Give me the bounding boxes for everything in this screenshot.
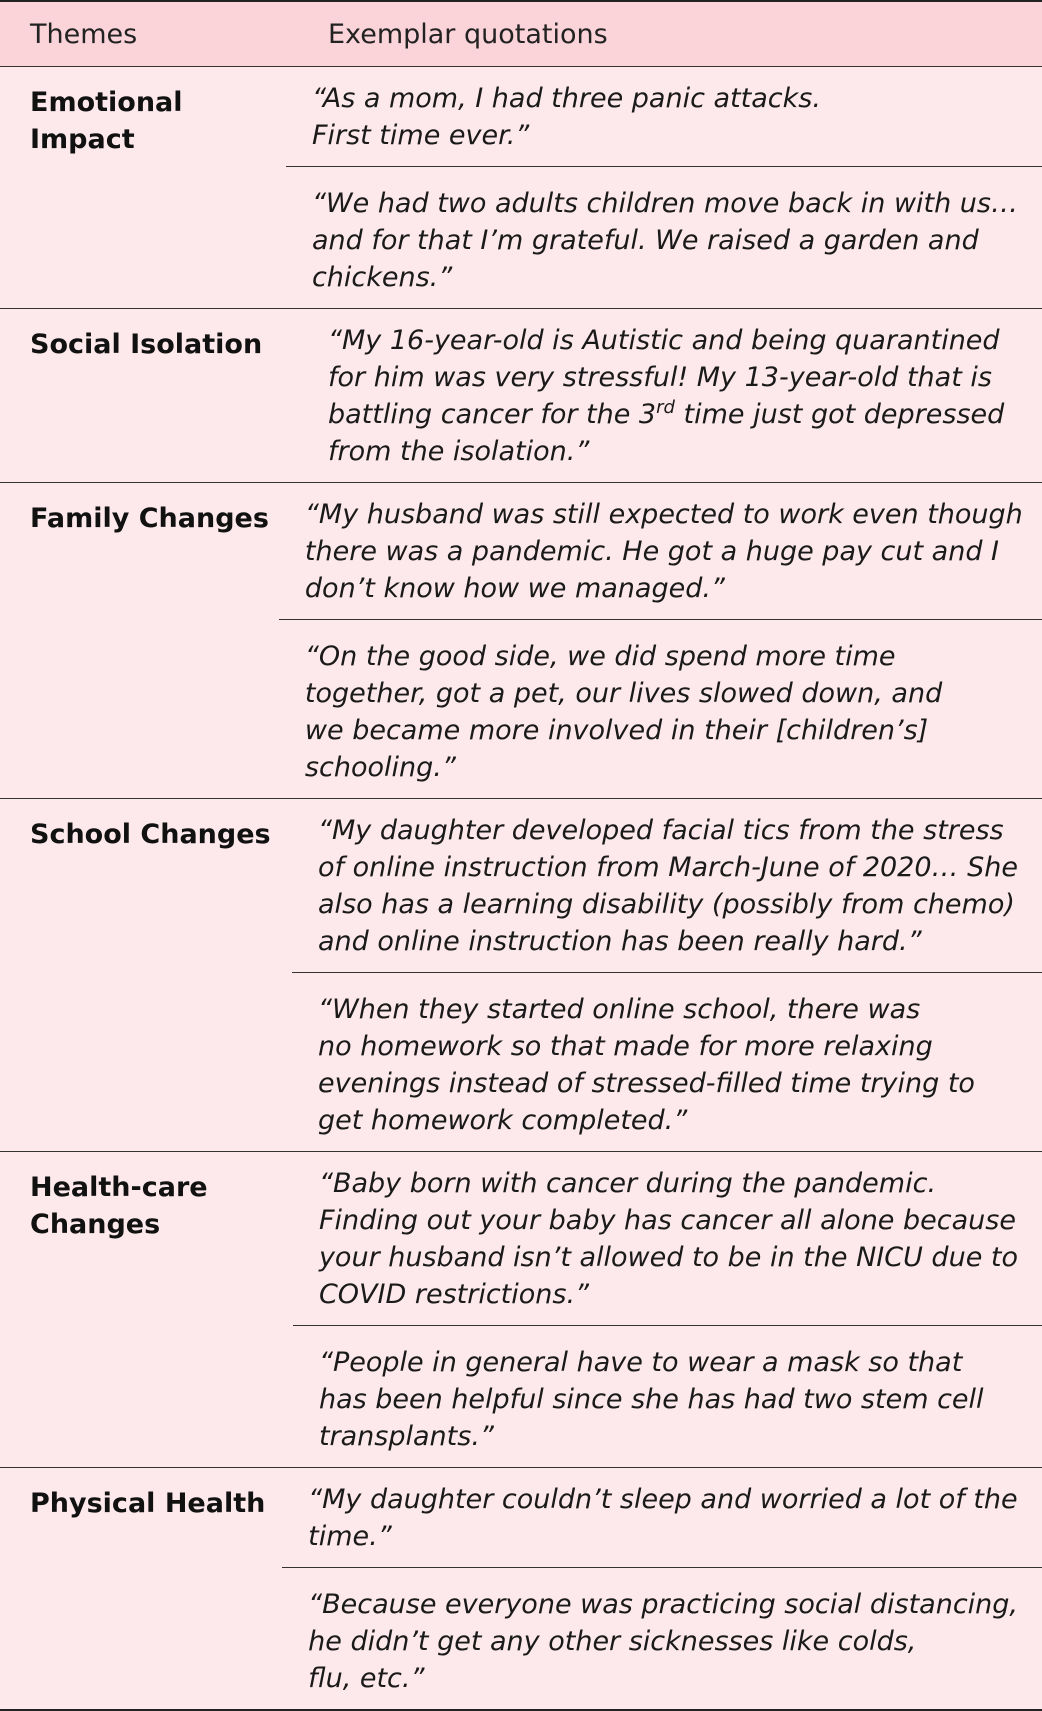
text-line: “People in general have to wear a mask so that xyxy=(318,1347,963,1378)
text-line: “Because everyone was practicing social distancing, xyxy=(308,1589,1018,1620)
text-line: of online instruction from March-June of 2020… She xyxy=(318,852,1018,883)
quotation xyxy=(293,1325,1042,1467)
quotation xyxy=(279,483,1042,619)
table-row xyxy=(0,67,1042,309)
text-line: “Baby born with cancer during the pandemic. xyxy=(318,1168,937,1199)
quotes-cell xyxy=(302,309,1042,482)
text-line: together, got a pet, our lives slowed down, and xyxy=(304,678,943,709)
text-line: evenings instead of stressed-filled time trying to xyxy=(318,1068,975,1099)
text-line: transplants.” xyxy=(318,1421,494,1452)
text-line: “As a mom, I had three panic attacks. xyxy=(311,83,821,114)
theme-label xyxy=(0,309,302,482)
text-line: “My 16-year-old is Autistic and being quarantined xyxy=(328,325,1000,356)
quotation xyxy=(302,309,1042,482)
text-line: Health-care xyxy=(30,1172,208,1203)
table-header xyxy=(0,2,1042,67)
theme-label xyxy=(0,483,279,798)
quotes-cell xyxy=(293,1152,1042,1467)
text-line: Family Changes xyxy=(30,503,269,534)
text-line: get homework completed.” xyxy=(318,1105,688,1136)
text-line: “My daughter couldn’t sleep and worried a lot of the xyxy=(308,1484,1018,1515)
text-line: schooling.” xyxy=(304,752,456,783)
table-body xyxy=(0,67,1042,1709)
text-line: also has a learning disability (possibly from chemo) xyxy=(318,889,1015,920)
quotation xyxy=(279,619,1042,798)
header-themes: Themes xyxy=(30,18,138,50)
quotes-cell xyxy=(286,67,1042,308)
theme-label xyxy=(0,1468,282,1709)
quotes-cell xyxy=(292,799,1042,1151)
text-line: from the isolation.” xyxy=(328,436,590,467)
text-line: “My daughter developed facial tics from the stress xyxy=(318,815,1004,846)
text-line: has been helpful since she has had two stem cell xyxy=(318,1384,984,1415)
text-line: First time ever.” xyxy=(311,120,530,151)
text-line: we became more involved in their [children’s] xyxy=(304,715,929,746)
table-row xyxy=(0,309,1042,483)
quotation xyxy=(286,166,1042,308)
table-row xyxy=(0,1468,1042,1709)
text-line: battling cancer for the 3rd time just got depressed xyxy=(328,397,1005,430)
text-line: Impact xyxy=(30,124,135,155)
text-line: time.” xyxy=(308,1521,392,1552)
theme-label xyxy=(0,1152,293,1467)
text-line: don’t know how we managed.” xyxy=(304,573,725,604)
quotes-cell xyxy=(279,483,1042,798)
text-line: School Changes xyxy=(30,819,271,850)
text-line: Physical Health xyxy=(30,1488,266,1519)
text-line: no homework so that made for more relaxing xyxy=(318,1031,933,1062)
quotation xyxy=(286,67,1042,166)
quotation xyxy=(292,799,1042,972)
theme-label xyxy=(0,799,292,1151)
quotation xyxy=(292,972,1042,1151)
theme-label xyxy=(0,67,286,308)
text-line: there was a pandemic. He got a huge pay cut and I xyxy=(304,536,1000,567)
text-line: “On the good side, we did spend more time xyxy=(304,641,896,672)
quotation xyxy=(282,1567,1042,1709)
quotation xyxy=(293,1152,1042,1325)
text-line: and for that I’m grateful. We raised a garden and xyxy=(311,225,979,256)
text-line: “My husband was still expected to work even though xyxy=(304,499,1023,530)
text-line: and online instruction has been really hard.” xyxy=(318,926,922,957)
text-line: he didn’t get any other sicknesses like colds, xyxy=(308,1626,917,1657)
table-row xyxy=(0,799,1042,1152)
table-row xyxy=(0,483,1042,799)
text-line: Social Isolation xyxy=(30,329,263,360)
header-quotations: Exemplar quotations xyxy=(328,18,608,50)
text-line: Finding out your baby has cancer all alone because xyxy=(318,1205,1016,1236)
quotation xyxy=(282,1468,1042,1567)
table-row xyxy=(0,1152,1042,1468)
quotes-cell xyxy=(282,1468,1042,1709)
text-line: Changes xyxy=(30,1209,161,1240)
text-line: COVID restrictions.” xyxy=(318,1279,590,1310)
text-line: Emotional xyxy=(30,87,183,118)
text-line: your husband isn’t allowed to be in the NICU due to xyxy=(318,1242,1018,1273)
text-line: chickens.” xyxy=(311,262,453,293)
text-line: “We had two adults children move back in with us… xyxy=(311,188,1018,219)
text-line: “When they started online school, there was xyxy=(318,994,921,1025)
text-line: flu, etc.” xyxy=(308,1663,425,1694)
text-line: for him was very stressful! My 13-year-old that is xyxy=(328,362,992,393)
